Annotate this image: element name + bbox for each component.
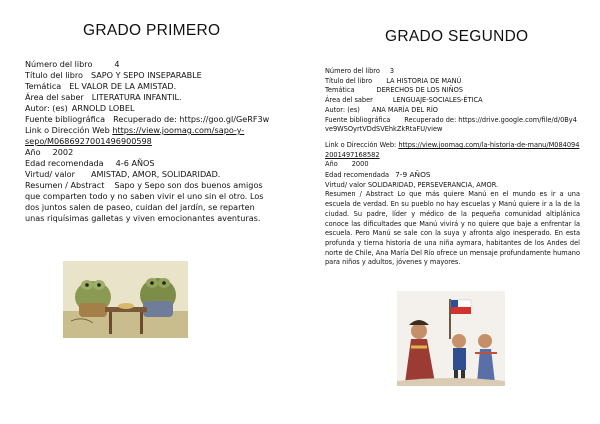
right-virtud-row xyxy=(325,181,580,191)
right-edad-value: 7-9 AÑOS xyxy=(395,170,431,180)
right-anio-value: 2000 xyxy=(351,160,369,169)
right-autor-row xyxy=(325,106,580,116)
right-fuente-row xyxy=(325,116,580,135)
left-link-label: Link o Dirección Web xyxy=(25,125,110,135)
left-virtud-row xyxy=(25,169,275,180)
left-titulo-value: SAPO Y SEPO INSEPARABLE xyxy=(90,70,202,80)
right-numero-row xyxy=(325,67,580,77)
left-autor-row xyxy=(25,103,275,114)
left-anio-label: Año xyxy=(25,147,41,157)
left-area-row xyxy=(25,92,275,103)
right-web-link[interactable]: https://view.joomag.com/la-historia-de-manu/M0840942001497168582 xyxy=(325,140,580,159)
left-fields xyxy=(25,59,275,224)
right-fuente-label: Fuente bibliográfica xyxy=(325,115,391,124)
left-edad-label: Edad recomendada xyxy=(25,158,104,168)
right-tematica-value: DERECHOS DE LOS NIÑOS xyxy=(376,86,463,95)
frog-and-toad-illustration xyxy=(63,261,188,338)
left-column xyxy=(25,22,275,224)
right-autor-label: Autor: (es) xyxy=(325,105,360,114)
right-tematica-label: Temática xyxy=(325,86,355,95)
right-resumen-row xyxy=(325,190,580,268)
left-link-row xyxy=(25,125,275,147)
manu-story-illustration xyxy=(397,291,505,386)
right-tematica-row xyxy=(325,86,580,96)
left-fuente-label: Fuente bibliográfica xyxy=(25,114,106,124)
right-edad-label: Edad recomendada xyxy=(325,171,390,180)
left-autor-label: Autor: (es) xyxy=(25,103,68,113)
right-column xyxy=(325,28,580,268)
left-area-label: Área del saber xyxy=(25,92,84,102)
left-resumen-row xyxy=(25,180,275,224)
left-tematica-value: EL VALOR DE LA AMISTAD. xyxy=(69,81,177,91)
right-link-row xyxy=(325,141,580,160)
right-anio-label: Año xyxy=(325,160,338,169)
right-titulo-value: LA HISTORIA DE MANÚ xyxy=(386,76,462,85)
left-edad-value: 4-6 AÑOS xyxy=(115,158,155,168)
right-numero-value: 3 xyxy=(389,67,395,75)
right-titulo-row xyxy=(325,77,580,87)
right-titulo-label: Título del libro xyxy=(325,76,373,85)
left-area-value: LITERATURA INFANTIL. xyxy=(91,92,182,102)
right-virtud-value: SOLIDARIDAD, PERSEVERANCIA, AMOR. xyxy=(367,180,499,189)
left-tematica-row xyxy=(25,81,275,92)
left-web-link[interactable]: https://view.joomag.com/sapo-y-sepo/M0686927001496900598 xyxy=(25,125,245,146)
left-titulo-row xyxy=(25,70,275,81)
left-virtud-label: Virtud/ valor xyxy=(25,169,75,179)
left-anio-row xyxy=(25,147,275,158)
right-link-label: Link o Dirección Web: xyxy=(325,140,397,149)
left-fuente-value: Recuperado de: https://goo.gl/GeRF3w xyxy=(113,114,270,124)
left-numero-label: Número del libro xyxy=(25,59,93,69)
right-fuente-value: Recuperado de: https://drive.google.com/file/d/0By4ve9WSOyrtVDdSVEhkZkRtaFU/view xyxy=(325,115,577,134)
left-resumen-value: Sapo y Sepo son dos buenos amigos que comparten todo y no saben vivir el uno sin el otro. Los dos juntos salen de paseo, cuidan del jardín, se reparten unas riquísimas galletas y viven emocionantes aventuras. xyxy=(25,180,264,223)
left-fuente-row xyxy=(25,114,275,125)
left-resumen-label: Resumen / Abstract xyxy=(25,180,105,190)
right-fields xyxy=(325,67,580,268)
left-edad-row xyxy=(25,158,275,169)
left-anio-value: 2002 xyxy=(52,147,74,157)
left-numero-value: 4 xyxy=(114,59,120,69)
right-autor-value: ANA MARÍA DEL RÍO xyxy=(371,105,438,114)
left-autor-value: ARNOLD LOBEL xyxy=(71,103,135,113)
right-numero-label: Número del libro xyxy=(325,67,380,75)
left-title: GRADO PRIMERO xyxy=(83,22,221,39)
right-edad-row xyxy=(325,170,580,181)
right-area-value: LENGUAJE-SOCIALES-ÉTICA xyxy=(392,96,483,105)
right-resumen-label: Resumen / Abstract xyxy=(325,190,394,199)
left-virtud-value: AMISTAD, AMOR, SOLIDARIDAD. xyxy=(90,169,221,179)
right-virtud-label: Virtud/ valor xyxy=(325,180,366,189)
frogs-drawing xyxy=(63,261,188,338)
right-area-label: Área del saber xyxy=(325,96,373,105)
left-numero-row xyxy=(25,59,275,70)
left-titulo-label: Título del libro xyxy=(25,70,83,80)
right-anio-row xyxy=(325,160,580,170)
right-resumen-value: Lo que más quiere Manú en el mundo es ir a una escuela de verdad. En su pueblo no hay escuelas y Manú quiere ir a la de la ciudad. Su padre, líder y médico de la pequeña comunidad altiplánica conoce las dificultades que Manú vivirá y no quiere que baje a enfrentar la escuela. Pero Manú se sale con la suya y afronta algo inesperado. En esta profunda y tierna historia de una niña aymara, habitantes de los Andes del norte de Chile, Ana María Del Río ofrece un mensaje profundamente humano para niños y adultos, jóvenes y mayores. xyxy=(325,190,580,267)
left-tematica-label: Temática xyxy=(25,81,62,91)
right-title: GRADO SEGUNDO xyxy=(385,28,529,45)
manu-drawing xyxy=(397,291,505,386)
right-area-row xyxy=(325,96,580,106)
